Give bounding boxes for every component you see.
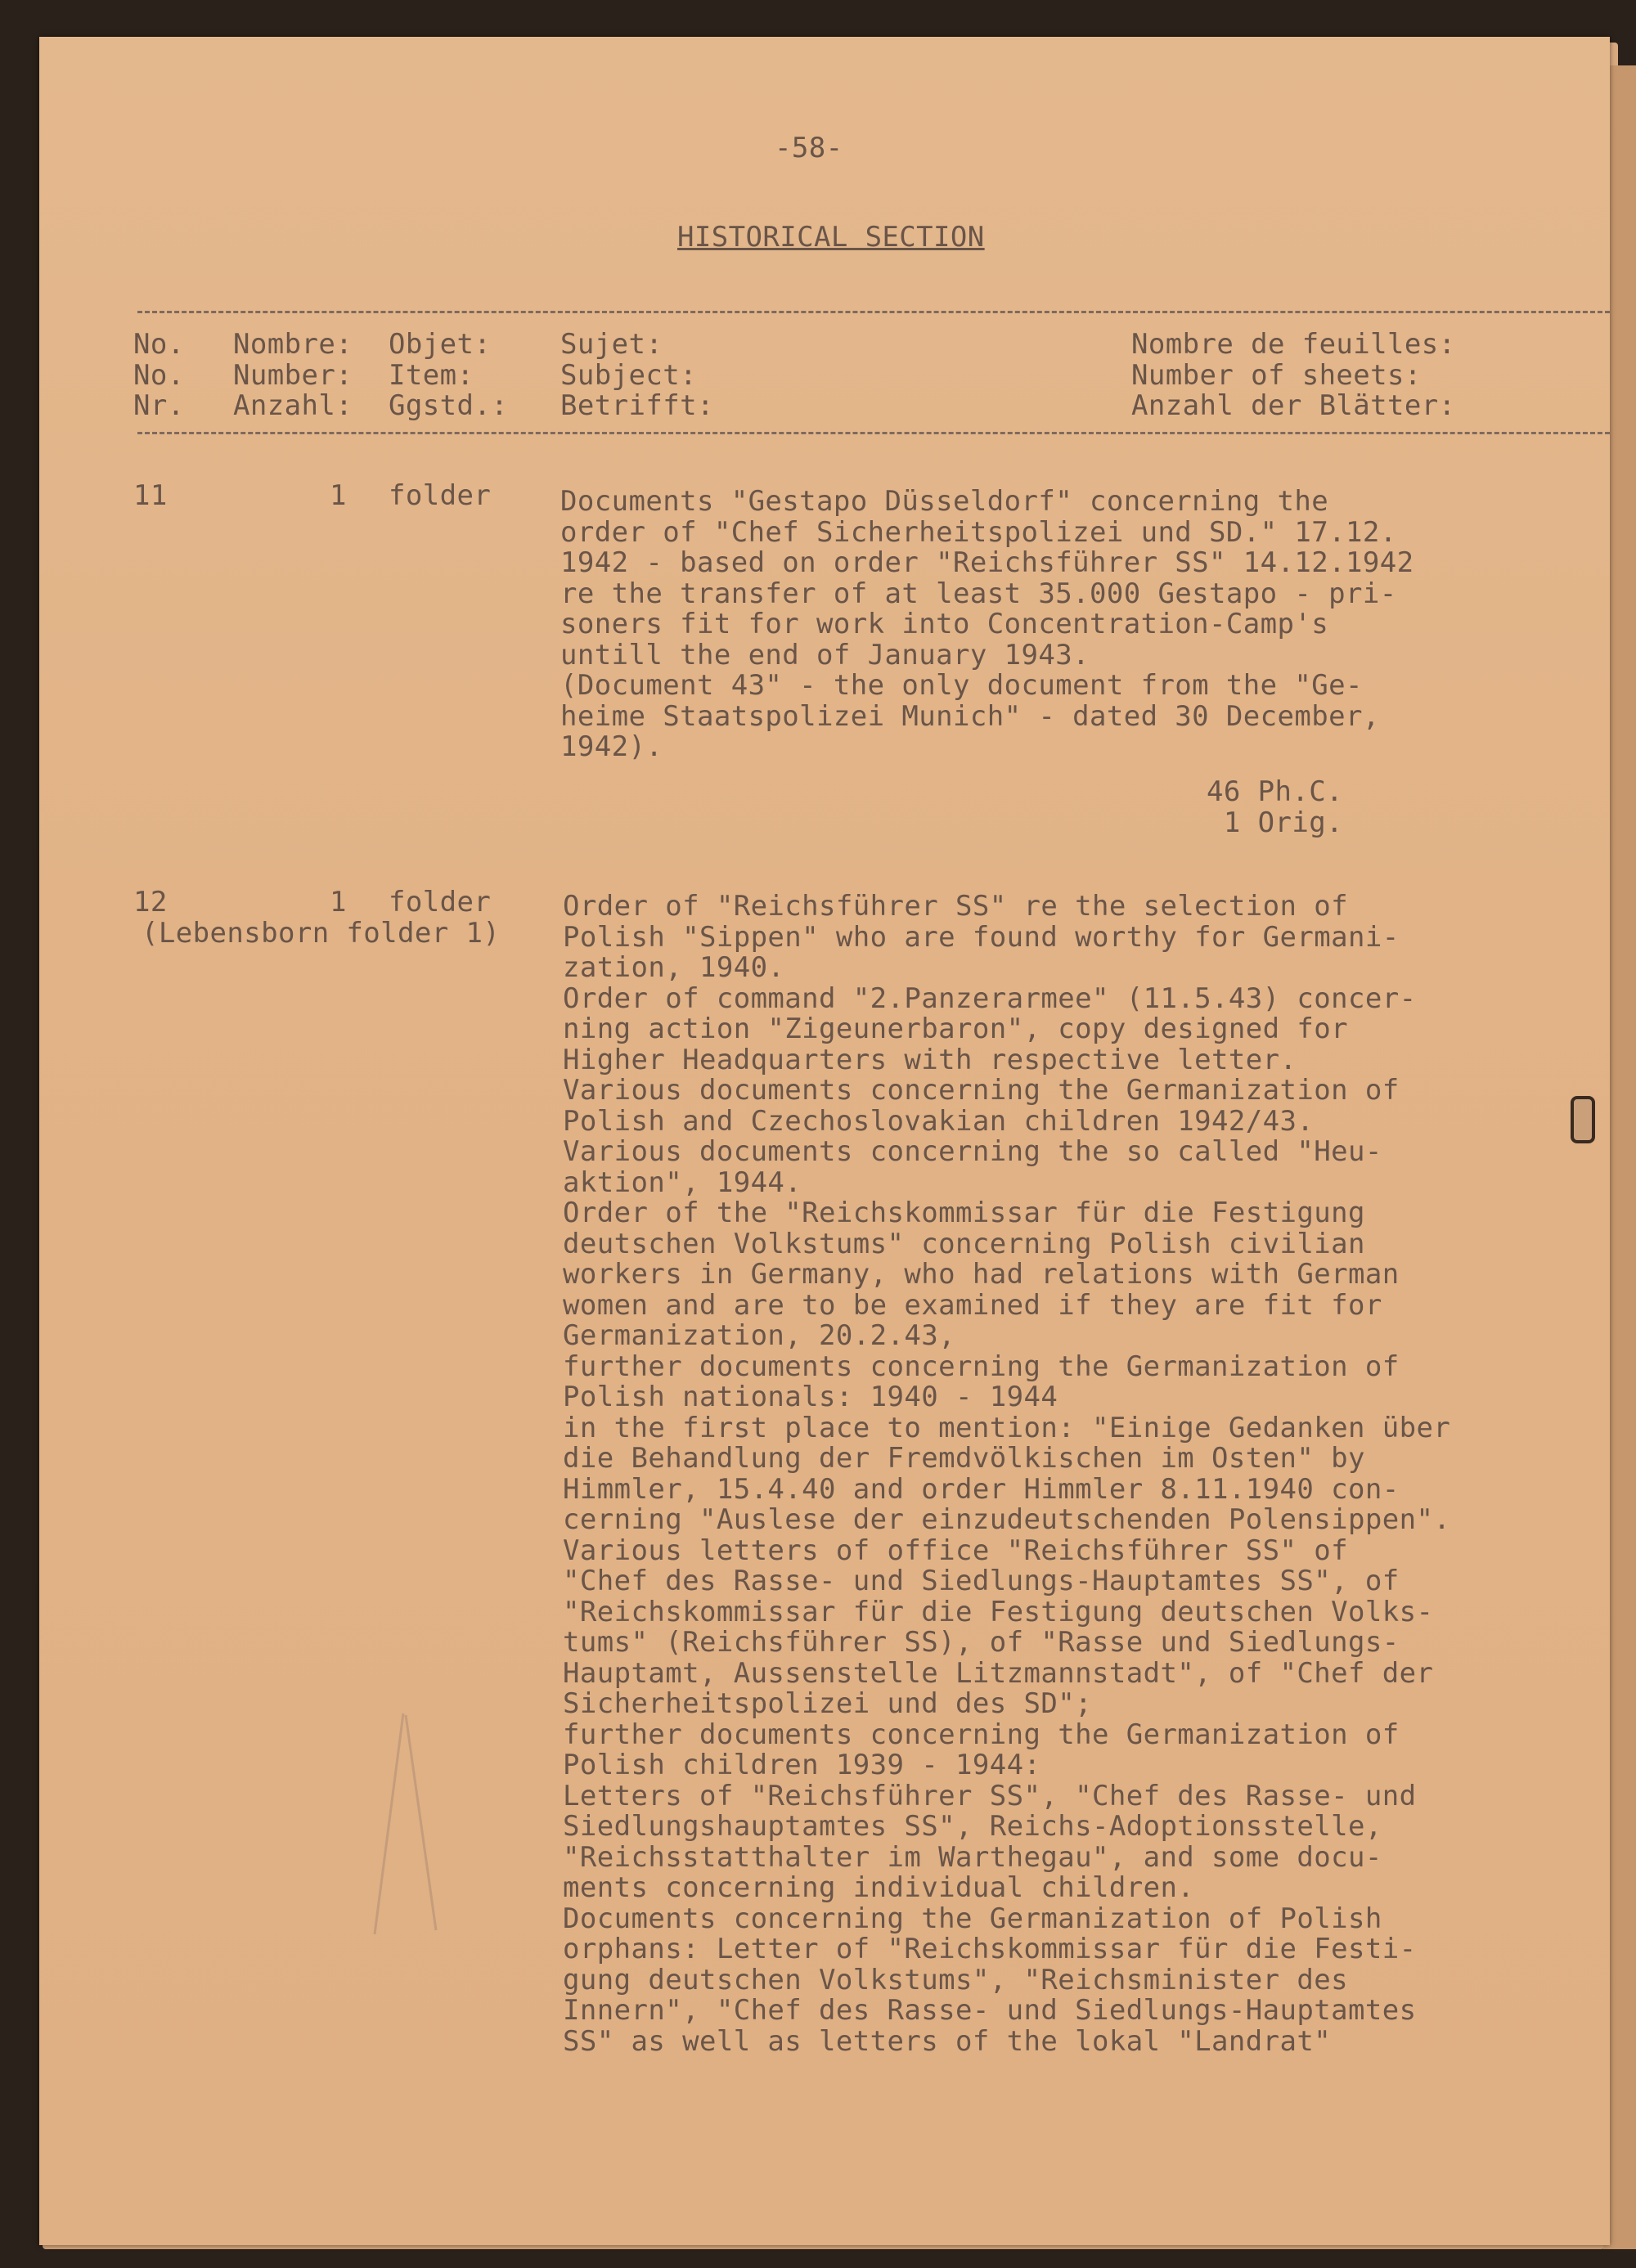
description-line: ments concerning individual children. [563,1871,1195,1904]
description-line: "Chef des Rasse- und Siedlungs-Hauptamtes SS", of [563,1565,1400,1597]
header-col-number: Nombre: Number: Anzahl: [233,328,353,422]
description-line: Sicherheitspolizei und des SD"; [563,1687,1092,1720]
description-line: Documents "Gestapo Düsseldorf" concerning the [560,485,1329,518]
description-line: Himmler, 15.4.40 and order Himmler 8.11.1940 con- [563,1472,1400,1506]
entry-11-number: 1 [330,479,347,512]
description-line: further documents concerning the Germanization of [563,1350,1400,1383]
description-line: heime Staatspolizei Munich" - dated 30 December, [560,699,1380,733]
sheet-count-line: 1 Orig. [1207,806,1343,839]
description-line: SS" as well as letters of the lokal "Landrat" [563,2024,1332,2058]
entry-11-description [560,487,1414,763]
description-line: Letters of "Reichsführer SS", "Chef des Rasse- und [563,1779,1417,1812]
entry-12-item-note: (Lebensborn folder 1) [142,917,501,950]
entry-11-item: folder [389,479,492,512]
pencil-mark [358,1697,448,1942]
page-number: -58- [775,132,843,164]
description-line: "Reichsstatthalter im Warthegau", and some docu- [563,1840,1382,1874]
binder-clip [1571,1096,1595,1143]
header-top-rule [137,311,1610,313]
description-line: Various documents concerning the so called "Heu- [563,1135,1382,1168]
description-line: Higher Headquarters with respective letter. [563,1043,1297,1076]
description-line: Hauptamt, Aussenstelle Litzmannstadt", of "Chef der [563,1656,1434,1690]
description-line: soners fit for work into Concentration-Camp's [560,608,1329,640]
description-line: zation, 1940. [563,951,785,984]
description-line: workers in Germany, who had relations with German [563,1258,1400,1291]
header-col-no: No. No. Nr. [133,328,185,422]
description-line: untill the end of January 1943. [560,638,1090,671]
description-line: Polish children 1939 - 1944: [563,1749,1041,1781]
description-line: 1942). [560,730,663,763]
header-col-subject: Sujet: Subject: Betrifft: [560,328,714,422]
description-line: Polish and Czechoslovakian children 1942/43. [563,1104,1315,1138]
description-line: gung deutschen Volkstums", "Reichsminister des [563,1963,1349,1996]
description-line: orphans: Letter of "Reichskommissar für die Festi- [563,1933,1417,1965]
description-line: Various documents concerning the Germanization of [563,1074,1400,1107]
entry-12-number: 1 [330,886,347,918]
entry-12-no: 12 [133,886,168,918]
description-line: Various letters of office "Reichsführer SS" of [563,1534,1349,1567]
description-line: Siedlungshauptamtes SS", Reichs-Adoptionsstelle, [563,1810,1382,1843]
description-line: Order of command "2.Panzerarmee" (11.5.43) concer- [563,981,1417,1015]
description-line: deutschen Volkstums" concerning Polish civilian [563,1227,1365,1260]
description-line: Order of the "Reichskommissar für die Festigung [563,1197,1365,1229]
description-line: order of "Chef Sicherheitspolizei und SD." 17.12. [560,515,1397,549]
description-line: Order of "Reichsführer SS" re the selection of [563,890,1349,923]
description-line: Germanization, 20.2.43, [563,1319,956,1352]
description-line: in the first place to mention: "Einige Gedanken über [563,1411,1451,1444]
description-line: Polish nationals: 1940 - 1944 [563,1381,1058,1413]
sheet-count-line: 46 Ph.C. [1207,775,1343,808]
entry-12-description [563,891,1450,2057]
document-page [39,37,1610,2245]
entry-12-item: folder [389,886,492,918]
header-col-item: Objet: Item: Ggstd.: [389,328,509,422]
description-line: aktion", 1944. [563,1165,802,1199]
description-line: Innern", "Chef des Rasse- und Siedlungs-Hauptamtes [563,1994,1417,2027]
description-line: women and are to be examined if they are fit for [563,1288,1382,1322]
description-line: further documents concerning the Germanization of [563,1718,1400,1751]
description-line: "Reichskommissar für die Festigung deutschen Volks- [563,1595,1434,1628]
header-col-sheets: Nombre de feuilles: Number of sheets: Anzahl der Blätter: [1131,328,1456,422]
entry-11-no: 11 [133,479,168,512]
header-bottom-rule [137,432,1610,434]
description-line: re the transfer of at least 35.000 Gestapo - pri- [560,577,1397,610]
description-line: (Document 43" - the only document from the "Ge- [560,669,1363,702]
description-line: die Behandlung der Fremdvölkischen im Osten" by [563,1442,1365,1475]
description-line: tums" (Reichsführer SS), of "Rasse und Siedlungs- [563,1626,1400,1659]
entry-11-sheets [1207,777,1343,838]
description-line: Polish "Sippen" who are found worthy for Germani- [563,920,1400,954]
section-title: HISTORICAL SECTION [677,221,985,254]
description-line: Documents concerning the Germanization of Polish [563,1902,1382,1935]
description-line: ning action "Zigeunerbaron", copy designed for [563,1013,1349,1045]
description-line: 1942 - based on order "Reichsführer SS" 14.12.1942 [560,546,1414,579]
description-line: cerning "Auslese der einzudeutschenden Polensippen". [563,1503,1451,1536]
